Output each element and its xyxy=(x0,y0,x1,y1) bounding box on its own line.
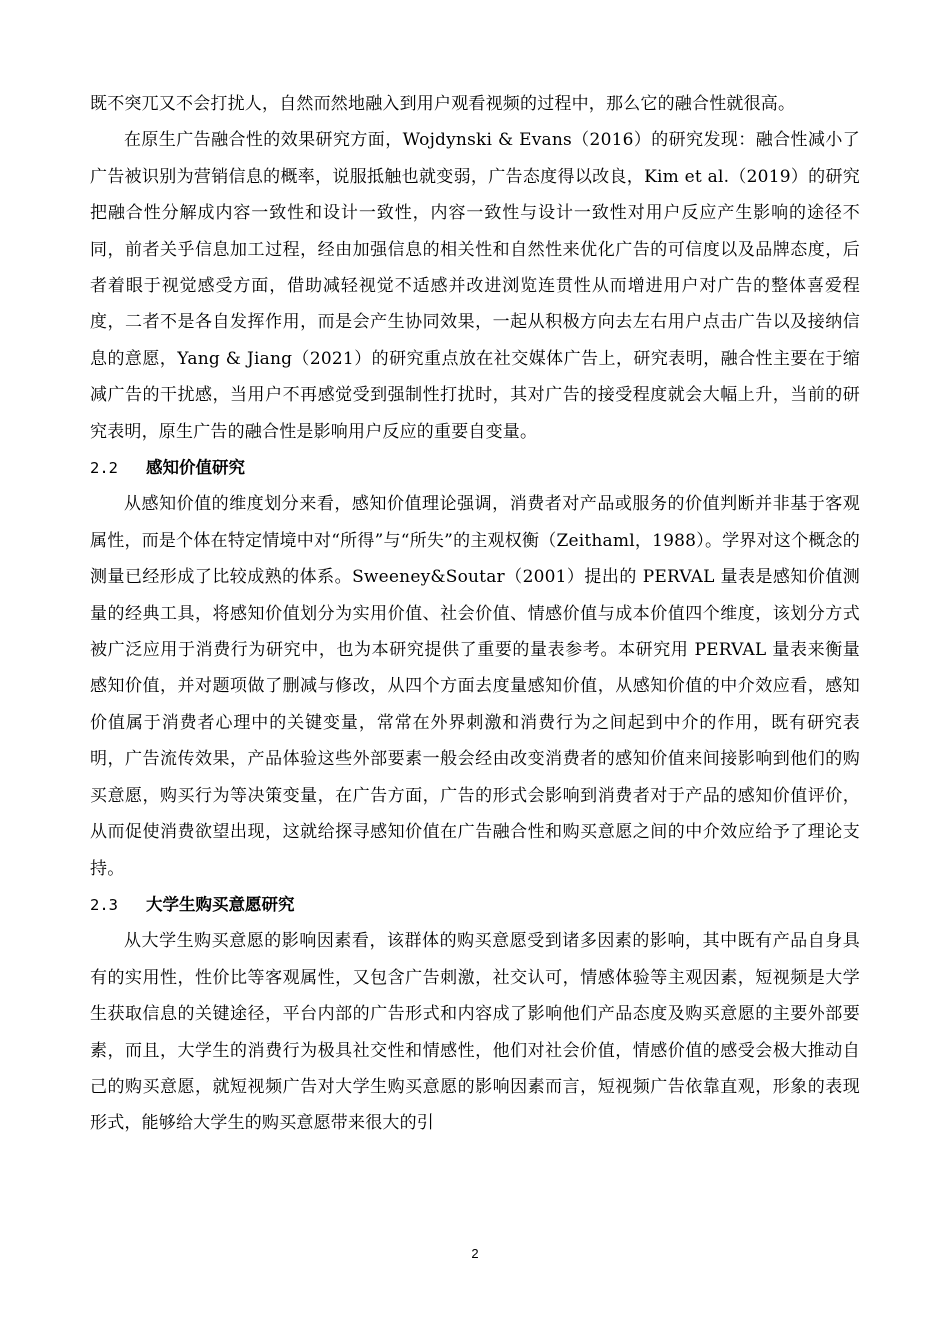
section-number: 2.3 xyxy=(90,895,118,914)
section-title: 感知价值研究 xyxy=(146,458,245,478)
paragraph-native-ad-integration: 在原生广告融合性的效果研究方面，Wojdynski & Evans（2016）的研究发现：融合性减小了广告被识别为营销信息的概率，说服抵触也就变弱，广告态度得以改良，Kim et al.（2019）的研究把融合性分解成内容一致性和设计一致性，内容一致性与设计一致性对用户反应产生影响的途径不同，前者关乎信息加工过程，经由加强信息的相关性和自然性来优化广告的可信度以及品牌态度，后者着眼于视觉感受方面，借助减轻视觉不适感并改进浏览连贯性从而增进用户对广告的整体喜爱程度，二者不是各自发挥作用，而是会产生协同效果，一起从积极方向去左右用户点击广告以及接纳信息的意愿，Yang & Jiang（2021）的研究重点放在社交媒体广告上，研究表明，融合性主要在于缩减广告的干扰感，当用户不再感觉受到强制性打扰时，其对广告的接受程度就会大幅上升，当前的研究表明，原生广告的融合性是影响用户反应的重要自变量。 xyxy=(90,130,860,442)
document-page xyxy=(90,86,860,1142)
page-number: 2 xyxy=(471,1246,479,1261)
section-heading-2-3 xyxy=(90,887,860,923)
paragraph-perceived-value: 从感知价值的维度划分来看，感知价值理论强调，消费者对产品或服务的价值判断并非基于客观属性，而是个体在特定情境中对“所得”与“所失”的主观权衡（Zeithaml，1988）。学界对这个概念的测量已经形成了比较成熟的体系。Sweeney&Soutar（2001）提出的 PERVAL 量表是感知价值测量的经典工具，将感知价值划分为实用价值、社会价值、情感价值与成本价值四个维度，该划分方式被广泛应用于消费行为研究中，也为本研究提供了重要的量表参考。本研究用 PERVAL 量表来衡量感知价值，并对题项做了删减与修改，从四个方面去度量感知价值，从感知价值的中介效应看，感知价值属于消费者心理中的关键变量，常常在外界刺激和消费行为之间起到中介的作用，既有研究表明，广告流传效果，产品体验这些外部要素一般会经由改变消费者的感知价值来间接影响到他们的购买意愿，购买行为等决策变量，在广告方面，广告的形式会影响到消费者对于产品的感知价值评价，从而促使消费欲望出现，这就给探寻感知价值在广告融合性和购买意愿之间的中介效应给予了理论支持。 xyxy=(90,494,860,879)
paragraph-continuation: 既不突兀又不会打扰人，自然而然地融入到用户观看视频的过程中，那么它的融合性就很高。 xyxy=(90,94,796,114)
section-heading-2-2 xyxy=(90,450,860,486)
section-number: 2.2 xyxy=(90,459,118,478)
section-title: 大学生购买意愿研究 xyxy=(146,894,295,914)
paragraph-purchase-intention: 从大学生购买意愿的影响因素看，该群体的购买意愿受到诸多因素的影响，其中既有产品自身具有的实用性，性价比等客观属性，又包含广告刺激，社交认可，情感体验等主观因素，短视频是大学生获取信息的关键途径，平台内部的广告形式和内容成了影响他们产品态度及购买意愿的主要外部要素，而且，大学生的消费行为极具社交性和情感性，他们对社会价值，情感价值的感受会极大推动自己的购买意愿，就短视频广告对大学生购买意愿的影响因素而言，短视频广告依靠直观，形象的表现形式，能够给大学生的购买意愿带来很大的引 xyxy=(90,931,860,1134)
